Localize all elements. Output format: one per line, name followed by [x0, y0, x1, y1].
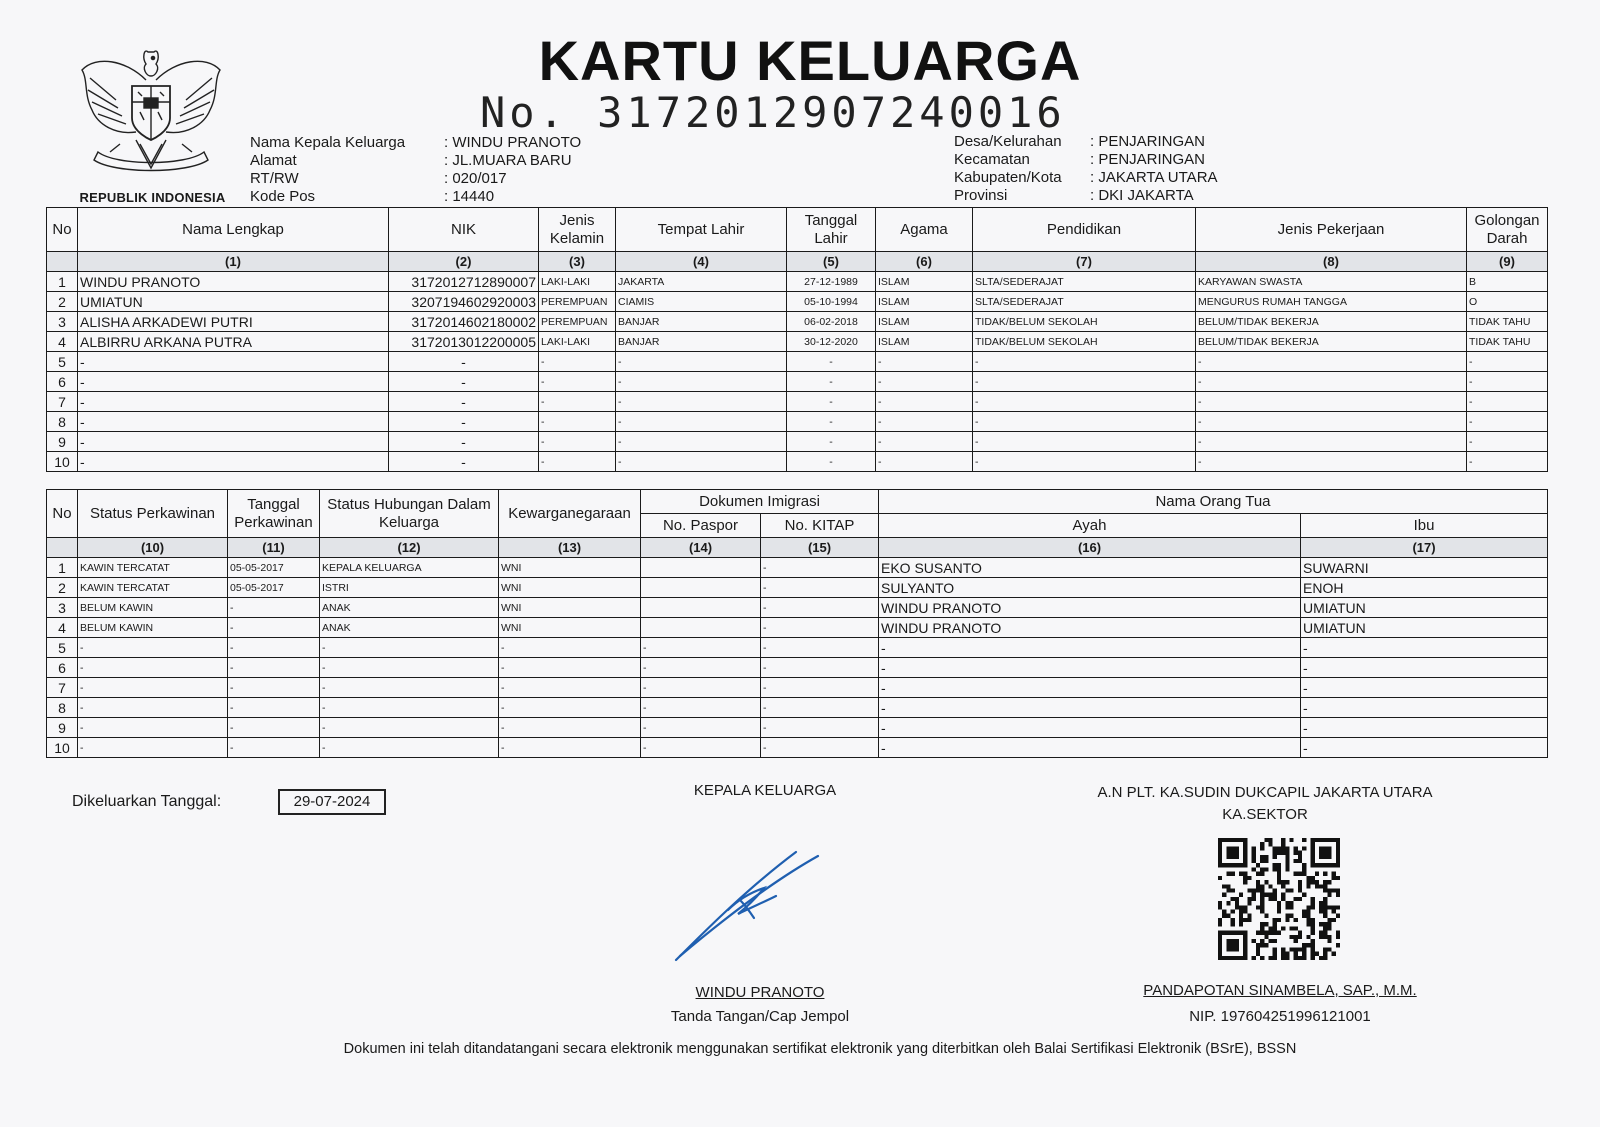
row-no: 1 [47, 558, 78, 578]
row-golongan-darah: TIDAK TAHU [1467, 332, 1548, 352]
row-tanggal-lahir: - [787, 372, 876, 392]
row-no-paspor: - [641, 738, 761, 758]
qr-code-icon [1218, 838, 1340, 960]
row-agama: - [876, 452, 973, 472]
row-agama: - [876, 392, 973, 412]
row-tanggal-perkawinan: - [228, 678, 320, 698]
electronic-signature-note: Dokumen ini telah ditandatangani secara elektronik menggunakan sertifikat elektronik yang diterbitkan oleh Balai Sertifikasi Elektronik (BSrE), BSSN [343, 1041, 1297, 1057]
row-nama-lengkap: - [78, 352, 389, 372]
row-jenis-pekerjaan: - [1196, 412, 1467, 432]
row-no-paspor [641, 598, 761, 618]
row-nama-ibu: - [1301, 718, 1548, 738]
row-status-perkawinan: BELUM KAWIN [78, 598, 228, 618]
col-header-nik: NIK [389, 208, 539, 252]
row-status-hubungan: - [320, 658, 499, 678]
index-cell: (17) [1301, 538, 1548, 558]
col-header-no-kitap: No. KITAP [761, 514, 879, 538]
row-pendidikan: SLTA/SEDERAJAT [973, 272, 1196, 292]
index-cell: (14) [641, 538, 761, 558]
family-status-table [46, 489, 1548, 758]
row-tanggal-lahir: - [787, 352, 876, 372]
row-status-hubungan: - [320, 678, 499, 698]
row-no: 7 [47, 678, 78, 698]
row-kewarganegaraan: - [499, 698, 641, 718]
row-nama-lengkap: ALBIRRU ARKANA PUTRA [78, 332, 389, 352]
col-header-no: No [47, 490, 78, 538]
index-cell-blank [47, 538, 78, 558]
column-index-row [47, 538, 1548, 558]
row-nama-ayah: SULYANTO [879, 578, 1301, 598]
row-pendidikan: SLTA/SEDERAJAT [973, 292, 1196, 312]
table-row [47, 638, 1548, 658]
col-header-no: No [47, 208, 78, 252]
col-header-pendidikan: Pendidikan [973, 208, 1196, 252]
row-no: 3 [47, 598, 78, 618]
table-row [47, 658, 1548, 678]
table-row [47, 598, 1548, 618]
row-tempat-lahir: - [616, 352, 787, 372]
row-tanggal-perkawinan: - [228, 718, 320, 738]
row-nama-ayah: - [879, 658, 1301, 678]
row-pendidikan: TIDAK/BELUM SEKOLAH [973, 312, 1196, 332]
row-jenis-pekerjaan: - [1196, 352, 1467, 372]
row-jenis-pekerjaan: BELUM/TIDAK BEKERJA [1196, 312, 1467, 332]
row-no: 4 [47, 332, 78, 352]
row-nama-ayah: WINDU PRANOTO [879, 598, 1301, 618]
document-title: KARTU KELUARGA [538, 29, 1082, 92]
row-no-kitap: - [761, 718, 879, 738]
row-status-hubungan: ANAK [320, 598, 499, 618]
row-jenis-kelamin: - [539, 372, 616, 392]
row-no-paspor: - [641, 718, 761, 738]
row-no-paspor: - [641, 678, 761, 698]
row-status-perkawinan: - [78, 638, 228, 658]
row-nama-lengkap: - [78, 372, 389, 392]
row-no-paspor: - [641, 638, 761, 658]
row-no-paspor [641, 558, 761, 578]
row-no-kitap: - [761, 678, 879, 698]
row-jenis-pekerjaan: - [1196, 392, 1467, 412]
index-cell: (6) [876, 252, 973, 272]
row-nik: 3172012712890007 [389, 272, 539, 292]
row-nama-lengkap: WINDU PRANOTO [78, 272, 389, 292]
row-jenis-kelamin: - [539, 432, 616, 452]
row-nama-ayah: - [879, 738, 1301, 758]
row-tanggal-perkawinan: 05-05-2017 [228, 558, 320, 578]
col-header-tanggal-lahir: Tanggal Lahir [787, 208, 876, 252]
row-agama: - [876, 412, 973, 432]
col-header-ibu: Ibu [1301, 514, 1548, 538]
index-cell: (16) [879, 538, 1301, 558]
row-nama-ibu: - [1301, 658, 1548, 678]
table-row [47, 558, 1548, 578]
row-status-perkawinan: KAWIN TERCATAT [78, 558, 228, 578]
col-header-status-perkawinan: Status Perkawinan [78, 490, 228, 538]
row-no: 7 [47, 392, 78, 412]
value-kode-pos: : 14440 [444, 188, 495, 205]
family-status-body [47, 538, 1548, 758]
row-no-kitap: - [761, 738, 879, 758]
row-golongan-darah: TIDAK TAHU [1467, 312, 1548, 332]
row-status-hubungan: ISTRI [320, 578, 499, 598]
col-header-ayah: Ayah [879, 514, 1301, 538]
row-nama-lengkap: - [78, 412, 389, 432]
col-header-tempat-lahir: Tempat Lahir [616, 208, 787, 252]
row-pendidikan: TIDAK/BELUM SEKOLAH [973, 332, 1196, 352]
row-no-kitap: - [761, 558, 879, 578]
row-golongan-darah: - [1467, 372, 1548, 392]
row-jenis-kelamin: - [539, 392, 616, 412]
row-tempat-lahir: - [616, 372, 787, 392]
row-nik: 3172013012200005 [389, 332, 539, 352]
index-cell: (8) [1196, 252, 1467, 272]
row-tempat-lahir: BANJAR [616, 332, 787, 352]
row-status-perkawinan: - [78, 678, 228, 698]
col-header-nama-lengkap: Nama Lengkap [78, 208, 389, 252]
official-name: PANDAPOTAN SINAMBELA, SAP., M.M. [1143, 982, 1417, 999]
col-header-no-paspor: No. Paspor [641, 514, 761, 538]
row-agama: - [876, 432, 973, 452]
row-nama-ibu: - [1301, 738, 1548, 758]
index-cell: (4) [616, 252, 787, 272]
table-row [47, 392, 1548, 412]
row-no: 4 [47, 618, 78, 638]
row-golongan-darah: - [1467, 392, 1548, 412]
row-golongan-darah: - [1467, 432, 1548, 452]
col-header-kewarganegaraan: Kewarganegaraan [499, 490, 641, 538]
row-nama-lengkap: UMIATUN [78, 292, 389, 312]
family-head-signature-caption: Tanda Tangan/Cap Jempol [670, 1008, 850, 1025]
row-tanggal-perkawinan: - [228, 598, 320, 618]
index-cell: (15) [761, 538, 879, 558]
row-jenis-pekerjaan: - [1196, 452, 1467, 472]
row-nama-ibu: - [1301, 638, 1548, 658]
document-number: No. 3172012907240016 [480, 88, 1066, 137]
value-rt-rw: : 020/017 [444, 170, 507, 187]
table-row [47, 618, 1548, 638]
row-kewarganegaraan: - [499, 658, 641, 678]
issued-date-label: Dikeluarkan Tanggal: [72, 793, 222, 810]
handwritten-signature-icon [668, 848, 838, 968]
row-no: 2 [47, 578, 78, 598]
row-nama-ibu: - [1301, 698, 1548, 718]
row-tanggal-perkawinan: 05-05-2017 [228, 578, 320, 598]
row-tempat-lahir: JAKARTA [616, 272, 787, 292]
row-no: 8 [47, 412, 78, 432]
row-nama-lengkap: ALISHA ARKADEWI PUTRI [78, 312, 389, 332]
row-tanggal-perkawinan: - [228, 638, 320, 658]
row-no: 6 [47, 658, 78, 678]
row-nik: 3172014602180002 [389, 312, 539, 332]
row-nama-ayah: - [879, 638, 1301, 658]
value-kabupaten-kota: : JAKARTA UTARA [1090, 169, 1218, 186]
table-row [47, 452, 1548, 472]
row-no: 10 [47, 738, 78, 758]
row-kewarganegaraan: WNI [499, 618, 641, 638]
row-golongan-darah: - [1467, 452, 1548, 472]
col-header-jenis-kelamin: Jenis Kelamin [539, 208, 616, 252]
row-status-hubungan: - [320, 738, 499, 758]
row-no-kitap: - [761, 578, 879, 598]
row-jenis-pekerjaan: KARYAWAN SWASTA [1196, 272, 1467, 292]
index-cell: (3) [539, 252, 616, 272]
row-nama-ibu: - [1301, 678, 1548, 698]
row-no-kitap: - [761, 698, 879, 718]
row-tanggal-lahir: - [787, 432, 876, 452]
row-pendidikan: - [973, 452, 1196, 472]
row-no: 1 [47, 272, 78, 292]
row-nik: - [389, 412, 539, 432]
row-nama-ayah: - [879, 678, 1301, 698]
index-cell: (11) [228, 538, 320, 558]
index-cell: (2) [389, 252, 539, 272]
row-tempat-lahir: - [616, 452, 787, 472]
row-no-kitap: - [761, 658, 879, 678]
index-cell: (13) [499, 538, 641, 558]
row-no: 10 [47, 452, 78, 472]
label-provinsi: Provinsi [954, 187, 1008, 204]
row-golongan-darah: B [1467, 272, 1548, 292]
row-jenis-kelamin: LAKI-LAKI [539, 272, 616, 292]
table-row [47, 272, 1548, 292]
row-nik: - [389, 452, 539, 472]
row-kewarganegaraan: - [499, 718, 641, 738]
row-pendidikan: - [973, 372, 1196, 392]
row-status-perkawinan: - [78, 658, 228, 678]
row-tempat-lahir: CIAMIS [616, 292, 787, 312]
row-nik: - [389, 392, 539, 412]
column-index-row [47, 252, 1548, 272]
value-nama-kepala-keluarga: : WINDU PRANOTO [444, 134, 582, 151]
row-tanggal-lahir: 30-12-2020 [787, 332, 876, 352]
row-tanggal-lahir: - [787, 452, 876, 472]
row-tempat-lahir: - [616, 412, 787, 432]
row-status-perkawinan: BELUM KAWIN [78, 618, 228, 638]
index-cell-blank [47, 252, 78, 272]
row-no: 8 [47, 698, 78, 718]
row-tempat-lahir: - [616, 392, 787, 412]
row-status-perkawinan: - [78, 698, 228, 718]
row-tanggal-lahir: 27-12-1989 [787, 272, 876, 292]
row-golongan-darah: - [1467, 412, 1548, 432]
row-golongan-darah: - [1467, 352, 1548, 372]
row-no: 2 [47, 292, 78, 312]
row-tanggal-lahir: - [787, 392, 876, 412]
label-desa-kelurahan: Desa/Kelurahan [954, 133, 1062, 150]
row-nik: - [389, 432, 539, 452]
row-kewarganegaraan: - [499, 638, 641, 658]
row-no-paspor [641, 578, 761, 598]
row-no-kitap: - [761, 638, 879, 658]
row-no-kitap: - [761, 618, 879, 638]
row-nama-ayah: - [879, 718, 1301, 738]
row-no: 6 [47, 372, 78, 392]
value-provinsi: : DKI JAKARTA [1090, 187, 1194, 204]
index-cell: (5) [787, 252, 876, 272]
row-nama-ibu: UMIATUN [1301, 598, 1548, 618]
row-no: 3 [47, 312, 78, 332]
label-alamat: Alamat [250, 152, 297, 169]
index-cell: (1) [78, 252, 389, 272]
row-kewarganegaraan: WNI [499, 578, 641, 598]
row-status-hubungan: - [320, 718, 499, 738]
row-kewarganegaraan: WNI [499, 558, 641, 578]
col-header-status-hubungan: Status Hubungan Dalam Keluarga [320, 490, 499, 538]
row-status-hubungan: - [320, 698, 499, 718]
index-cell: (7) [973, 252, 1196, 272]
row-kewarganegaraan: - [499, 738, 641, 758]
row-jenis-pekerjaan: - [1196, 432, 1467, 452]
table-row [47, 332, 1548, 352]
row-agama: - [876, 352, 973, 372]
row-pendidikan: - [973, 412, 1196, 432]
row-nama-ibu: ENOH [1301, 578, 1548, 598]
row-jenis-kelamin: LAKI-LAKI [539, 332, 616, 352]
row-nama-ayah: - [879, 698, 1301, 718]
row-nama-lengkap: - [78, 452, 389, 472]
table-row [47, 718, 1548, 738]
table-row [47, 678, 1548, 698]
row-status-perkawinan: - [78, 718, 228, 738]
row-status-hubungan: - [320, 638, 499, 658]
col-header-agama: Agama [876, 208, 973, 252]
family-members-body [47, 252, 1548, 472]
row-kewarganegaraan: - [499, 678, 641, 698]
row-agama: ISLAM [876, 312, 973, 332]
table-row [47, 432, 1548, 452]
row-jenis-kelamin: PEREMPUAN [539, 312, 616, 332]
row-tempat-lahir: BANJAR [616, 312, 787, 332]
row-jenis-kelamin: - [539, 412, 616, 432]
row-tanggal-perkawinan: - [228, 658, 320, 678]
row-status-perkawinan: KAWIN TERCATAT [78, 578, 228, 598]
row-tanggal-perkawinan: - [228, 738, 320, 758]
official-title-line-2: KA.SEKTOR [1222, 806, 1308, 823]
table-row [47, 738, 1548, 758]
row-nama-ibu: SUWARNI [1301, 558, 1548, 578]
row-jenis-kelamin: - [539, 452, 616, 472]
col-header-jenis-pekerjaan: Jenis Pekerjaan [1196, 208, 1467, 252]
row-nama-ibu: UMIATUN [1301, 618, 1548, 638]
table-row [47, 578, 1548, 598]
row-no: 5 [47, 352, 78, 372]
label-kecamatan: Kecamatan [954, 151, 1030, 168]
row-status-hubungan: KEPALA KELUARGA [320, 558, 499, 578]
table-row [47, 352, 1548, 372]
row-no-paspor: - [641, 658, 761, 678]
table-row [47, 698, 1548, 718]
row-status-perkawinan: - [78, 738, 228, 758]
value-desa-kelurahan: : PENJARINGAN [1090, 133, 1206, 150]
row-no-kitap: - [761, 598, 879, 618]
row-no: 9 [47, 432, 78, 452]
header-left-values [444, 134, 744, 206]
value-alamat: : JL.MUARA BARU [444, 152, 572, 169]
row-jenis-pekerjaan: BELUM/TIDAK BEKERJA [1196, 332, 1467, 352]
col-header-golongan-darah: Golongan Darah [1467, 208, 1548, 252]
row-no: 9 [47, 718, 78, 738]
row-pendidikan: - [973, 392, 1196, 412]
row-jenis-kelamin: - [539, 352, 616, 372]
family-head-name: WINDU PRANOTO [695, 984, 825, 1001]
label-kode-pos: Kode Pos [250, 188, 316, 205]
value-kecamatan: : PENJARINGAN [1090, 151, 1206, 168]
label-kabupaten-kota: Kabupaten/Kota [954, 169, 1062, 186]
col-header-tanggal-perkawinan: Tanggal Perkawinan [228, 490, 320, 538]
row-nama-ayah: EKO SUSANTO [879, 558, 1301, 578]
row-pendidikan: - [973, 352, 1196, 372]
col-header-nama-orang-tua: Nama Orang Tua [879, 490, 1548, 514]
row-agama: - [876, 372, 973, 392]
row-no-paspor: - [641, 698, 761, 718]
table-row [47, 292, 1548, 312]
row-nik: - [389, 352, 539, 372]
label-nama-kepala-keluarga: Nama Kepala Keluarga [250, 134, 406, 151]
row-golongan-darah: O [1467, 292, 1548, 312]
official-title-line-1: A.N PLT. KA.SUDIN DUKCAPIL JAKARTA UTARA [1097, 784, 1433, 801]
official-nip: NIP. 197604251996121001 [1189, 1008, 1371, 1025]
official-signature-title [1040, 782, 1490, 826]
row-tempat-lahir: - [616, 432, 787, 452]
header-right-values [1090, 133, 1390, 205]
row-agama: ISLAM [876, 332, 973, 352]
row-kewarganegaraan: WNI [499, 598, 641, 618]
index-cell: (12) [320, 538, 499, 558]
header-right-labels [954, 133, 1090, 205]
row-status-hubungan: ANAK [320, 618, 499, 638]
row-jenis-pekerjaan: - [1196, 372, 1467, 392]
row-nik: 3207194602920003 [389, 292, 539, 312]
row-tanggal-lahir: - [787, 412, 876, 432]
row-tanggal-lahir: 05-10-1994 [787, 292, 876, 312]
header-left-labels [250, 134, 440, 206]
row-tanggal-perkawinan: - [228, 618, 320, 638]
row-tanggal-perkawinan: - [228, 698, 320, 718]
col-header-dokumen-imigrasi: Dokumen Imigrasi [641, 490, 879, 514]
row-nik: - [389, 372, 539, 392]
table-row [47, 312, 1548, 332]
emblem-caption: REPUBLIK INDONESIA [79, 190, 226, 205]
family-members-table [46, 207, 1548, 472]
row-tanggal-lahir: 06-02-2018 [787, 312, 876, 332]
row-nama-lengkap: - [78, 392, 389, 412]
row-no: 5 [47, 638, 78, 658]
index-cell: (10) [78, 538, 228, 558]
row-nama-lengkap: - [78, 432, 389, 452]
row-nama-ayah: WINDU PRANOTO [879, 618, 1301, 638]
index-cell: (9) [1467, 252, 1548, 272]
row-agama: ISLAM [876, 272, 973, 292]
row-agama: ISLAM [876, 292, 973, 312]
row-pendidikan: - [973, 432, 1196, 452]
issued-date-value: 29-07-2024 [278, 789, 386, 815]
family-head-signature-title: KEPALA KELUARGA [693, 782, 837, 799]
table-row [47, 372, 1548, 392]
row-no-paspor [641, 618, 761, 638]
row-jenis-pekerjaan: MENGURUS RUMAH TANGGA [1196, 292, 1467, 312]
label-rt-rw: RT/RW [250, 170, 299, 187]
row-jenis-kelamin: PEREMPUAN [539, 292, 616, 312]
table-row [47, 412, 1548, 432]
